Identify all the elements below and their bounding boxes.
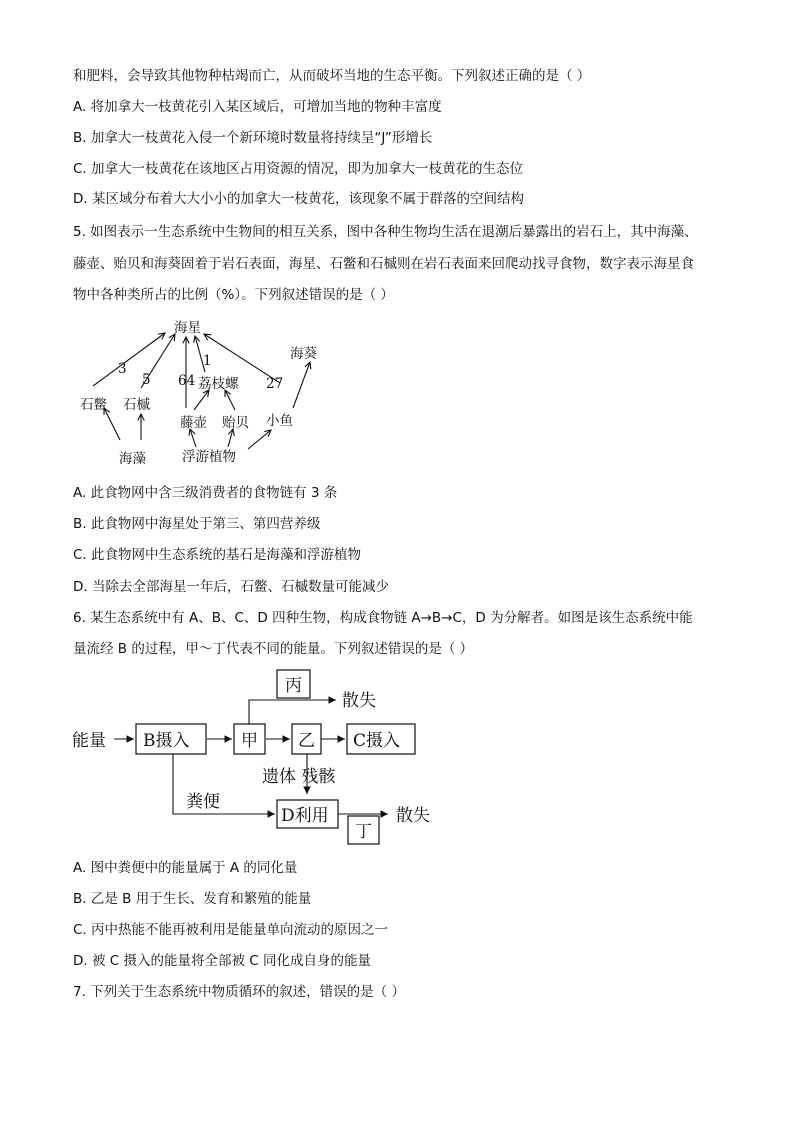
bing-label: 丙 <box>285 676 302 696</box>
c-intake-label: C摄入 <box>353 731 401 751</box>
edge-fuyou-xiaoyu <box>248 430 271 449</box>
edge-fuyou-yibei <box>228 429 233 447</box>
edge-xiaoyu-haikui <box>293 362 310 408</box>
node-yibei: 贻贝 <box>222 415 249 431</box>
q5-stem-line-3: 物中各种类所占的比例（%）。下列叙述错误的是（ ） <box>73 287 394 303</box>
jia-label: 甲 <box>241 731 258 751</box>
label-5: 5 <box>142 372 151 388</box>
q5-option-b: B. 此食物网中海星处于第三、第四营养级 <box>73 516 321 532</box>
node-shibie: 石鳖 <box>80 397 107 413</box>
edge-jia-loss <box>249 700 336 725</box>
yi-label: 乙 <box>298 731 315 751</box>
label-27: 27 <box>266 376 284 392</box>
edge-tenghu-lizhiluo <box>194 390 209 410</box>
loss-bottom-label: 散失 <box>396 806 430 826</box>
energy-flow-diagram <box>70 664 450 848</box>
q6-option-b: B. 乙是 B 用于生长、发育和繁殖的能量 <box>73 891 312 907</box>
q4-option-d: D. 某区域分布着大大小小的加拿大一枝黄花，该现象不属于群落的空间结构 <box>73 191 524 207</box>
node-fuyou: 浮游植物 <box>182 449 236 465</box>
node-lizhiluo: 荔枝螺 <box>198 376 239 392</box>
edge-fuyou-tenghu <box>190 429 196 447</box>
node-xiaoyu: 小鱼 <box>266 413 293 429</box>
node-tenghu: 藤壶 <box>180 415 207 431</box>
q5-stem-line-2: 藤壶、贻贝和海葵固着于岩石表面，海星、石鳖和石槭则在岩石表面来回爬动找寻食物，数字表示海星食 <box>73 256 694 272</box>
d-use-label: D利用 <box>281 806 329 826</box>
loss-top-label: 散失 <box>342 691 376 711</box>
q6-option-a: A. 图中粪便中的能量属于 A 的同化量 <box>73 860 298 876</box>
q4-option-b: B. 加拿大一枝黄花入侵一个新环境时数量将持续呈“J”形增长 <box>73 130 433 146</box>
q5-option-a: A. 此食物网中含三级消费者的食物链有 3 条 <box>73 485 338 501</box>
q7-stem: 7. 下列关于生态系统中物质循环的叙述，错误的是（ ） <box>73 984 405 1000</box>
edge-yibei-lizhiluo <box>225 390 235 410</box>
q6-option-c: C. 丙中热能不能再被利用是能量单向流动的原因之一 <box>73 922 389 938</box>
q5-option-d: D. 当除去全部海星一年后，石鳖、石槭数量可能减少 <box>73 579 389 595</box>
remains-label: 遗体 残骸 <box>262 767 336 787</box>
label-64: 64 <box>178 373 196 389</box>
q6-stem-line-2: 量流经 B 的过程，甲～丁代表不同的能量。下列叙述错误的是（ ） <box>73 641 474 657</box>
ding-label: 丁 <box>355 822 372 842</box>
b-intake-label: B摄入 <box>143 731 190 751</box>
edge-shibie-haixing <box>93 333 165 386</box>
node-haizao: 海藻 <box>119 451 146 467</box>
feces-label: 粪便 <box>186 792 220 812</box>
food-web-diagram <box>70 312 340 472</box>
node-haixing: 海星 <box>174 320 201 336</box>
q4-option-c: C. 加拿大一枝黄花在该地区占用资源的情况，即为加拿大一枝黄花的生态位 <box>73 161 524 177</box>
energy-label: 能量 <box>72 731 106 751</box>
node-haikui: 海葵 <box>290 346 317 362</box>
node-shijian: 石槭 <box>123 397 150 413</box>
q5-option-c: C. 此食物网中生态系统的基石是海藻和浮游植物 <box>73 547 362 563</box>
q4-option-a: A. 将加拿大一枝黄花引入某区域后，可增加当地的物种丰富度 <box>73 99 442 115</box>
q4-stem-continued: 和肥料，会导致其他物种枯竭而亡，从而破坏当地的生态平衡。下列叙述正确的是（ ） <box>73 68 591 84</box>
q6-option-d: D. 被 C 摄入的能量将全部被 C 同化成自身的能量 <box>73 953 371 969</box>
q6-stem-line-1: 6. 某生态系统中有 A、B、C、D 四种生物，构成食物链 A→B→C，D 为分解者。如图是该生态系统中能 <box>73 610 693 626</box>
label-3: 3 <box>118 361 127 377</box>
label-1: 1 <box>203 353 212 369</box>
q5-stem-line-1: 5. 如图表示一生态系统中生物间的相互关系，图中各种生物均生活在退潮后暴露出的岩石上，其中海藻、 <box>73 224 698 240</box>
